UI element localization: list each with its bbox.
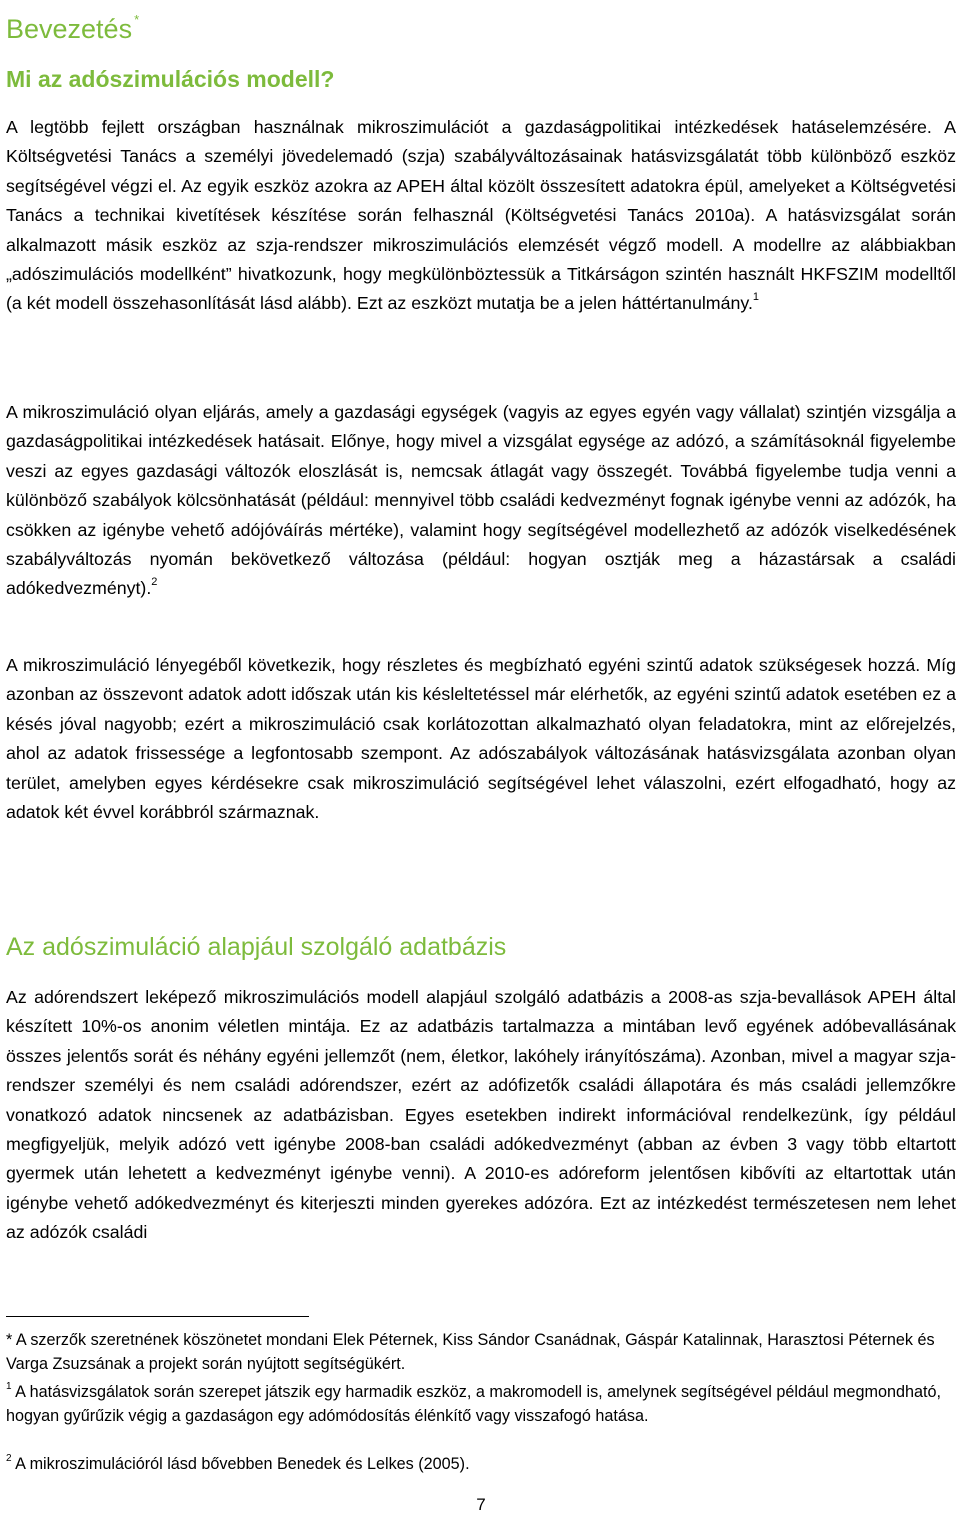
paragraph-2-text: A mikroszimuláció olyan eljárás, amely a gazdasági egységek (vagyis az egyes egyén vagy vállalat) szintjén vizsgálja a gazdaságpolitikai intézkedések hatásait. Előnye, hogy mivel a vizsgálat egysége az adózó, a számításoknál figyelembe veszi az egyes gazdasági változók eloszlását is, nemcsak átlagát vagy összegét. Továbbá figyelembe tudja venni a különböző szabályok kölcsönhatását (például: mennyivel több családi kedvezményt fognak igénybe venni az adózók, ha csökken az igénybe vehető adójóváírás mértéke), valamint hogy segítségével modellezhető az adózók viselkedésének szabályváltozás nyomán bekövetkező változása (például: hogyan osztják meg a házastársak a családi adókedvezményt). [6, 402, 956, 599]
footnote-star [6, 1328, 956, 1376]
footnote-marker: 2 [6, 1453, 12, 1464]
document-page [6, 0, 956, 1516]
heading-text: Bevezetés [6, 14, 133, 44]
footnote-text: A szerzők szeretnének köszönetet mondani Elek Péternek, Kiss Sándor Csanádnak, Gáspár Katalinnak, Harasztosi Péternek és Varga Zsuzsának a projekt során nyújtott segítségükért. [6, 1331, 935, 1373]
footnote-text: A mikroszimulációról lásd bővebben Benedek és Lelkes (2005). [15, 1455, 470, 1473]
page-number: 7 [476, 1495, 486, 1514]
footnote-marker: 1 [6, 1381, 12, 1392]
paragraph-4: Az adórendszert leképező mikroszimulációs modell alapjául szolgáló adatbázis a 2008-as szja-bevallások APEH által készített 10%-os anonim véletlen mintája. Ez az adatbázis tartalmazza a mintában levő egyének adóbevallásának összes jelentős sorát és néhány egyéni jellemzőt (nem, életkor, lakóhely irányítószáma). Azonban, mivel a magyar szja-rendszer személyi és nem családi adórendszer, ezért az adófizetők családi állapotára és más családi jellemzőkre vonatkozó adatok nincsenek az adatbázisban. Egyes esetekben indirekt információval rendelkezünk, így például megfigyeljük, melyik adózó vett igénybe 2008-ban családi adókedvezményt (abban az évben 3 vagy több eltartott gyermek után lehetett a kedvezményt igénybe venni). A 2010-es adóreform jelentősen kibővíti az eltartottak után igénybe vehető adókedvezményt és kiterjeszti minden gyerekes adózóra. Ezt az intézkedést természetesen nem lehet az adózók családi [6, 987, 956, 1243]
footnote-2 [6, 1452, 956, 1476]
paragraph-3: A mikroszimuláció lényegéből következik, hogy részletes és megbízható egyéni szintű adatok szükségesek hozzá. Míg azonban az összevont adatok adott időszak után kis késleltetéssel már elérhetők, az egyéni szintű adatok esetében ez a késés jóval nagyobb; ezért a mikroszimuláció csak korlátozottan alkalmazható olyan feladatokra, mint az előrejelzés, ahol az adatok frissessége a legfontosabb szempont. Az adószabályok változásának hatásvizsgálata azonban olyan terület, amelyben egyes kérdésekre csak mikroszimuláció segítségével lehet válaszolni, ezért elfogadható, hogy az adatok két évvel korábbról származnak. [6, 655, 956, 823]
heading-footnote-marker: * [134, 12, 140, 27]
paragraph-1-text: A legtöbb fejlett országban használnak mikroszimulációt a gazdaságpolitikai intézkedések hatáselemzésére. A Költségvetési Tanács a személyi jövedelemadó (szja) szabályváltozásainak hatásvizsgálatát több különböző eszköz segítségével végzi el. Az egyik eszköz azokra az APEH által közölt összesített adatokra épül, amelyeket a Költségvetési Tanács a technikai kivetítések készítése során felhasznál (Költségvetési Tanács 2010a). A hatásvizsgálat során alkalmazott másik eszköz az szja-rendszer mikroszimulációs elemzését végző modell. A modellre az alábbiakban „adószimulációs modellként” hivatkozunk, hogy megkülönböztessük a Titkárságon szintén használt HKFSZIM modelltől (a két modell összehasonlítását lásd alább). Ezt az eszközt mutatja be a jelen háttértanulmány. [6, 117, 956, 314]
section-heading-database: Az adószimuláció alapjául szolgáló adatbázis [6, 933, 507, 961]
footnote-ref-2: 2 [151, 576, 158, 589]
footnote-ref-1: 1 [752, 291, 760, 304]
paragraph-2 [6, 398, 956, 604]
section-heading-introduction [6, 2, 139, 47]
footnote-divider [6, 1316, 309, 1317]
footnote-marker: * [6, 1331, 13, 1349]
subheading-what-is-model: Mi az adószimulációs modell? [6, 66, 335, 92]
paragraph-1 [6, 113, 956, 319]
footnote-text: A hatásvizsgálatok során szerepet játszik egy harmadik eszköz, a makromodell is, amelynek segítségével például megmondható, hogyan gyűrűzik végig a gazdaságon egy adómódosítás élénkítő vagy visszafogó hatása. [6, 1383, 942, 1425]
footnote-1 [6, 1380, 956, 1428]
